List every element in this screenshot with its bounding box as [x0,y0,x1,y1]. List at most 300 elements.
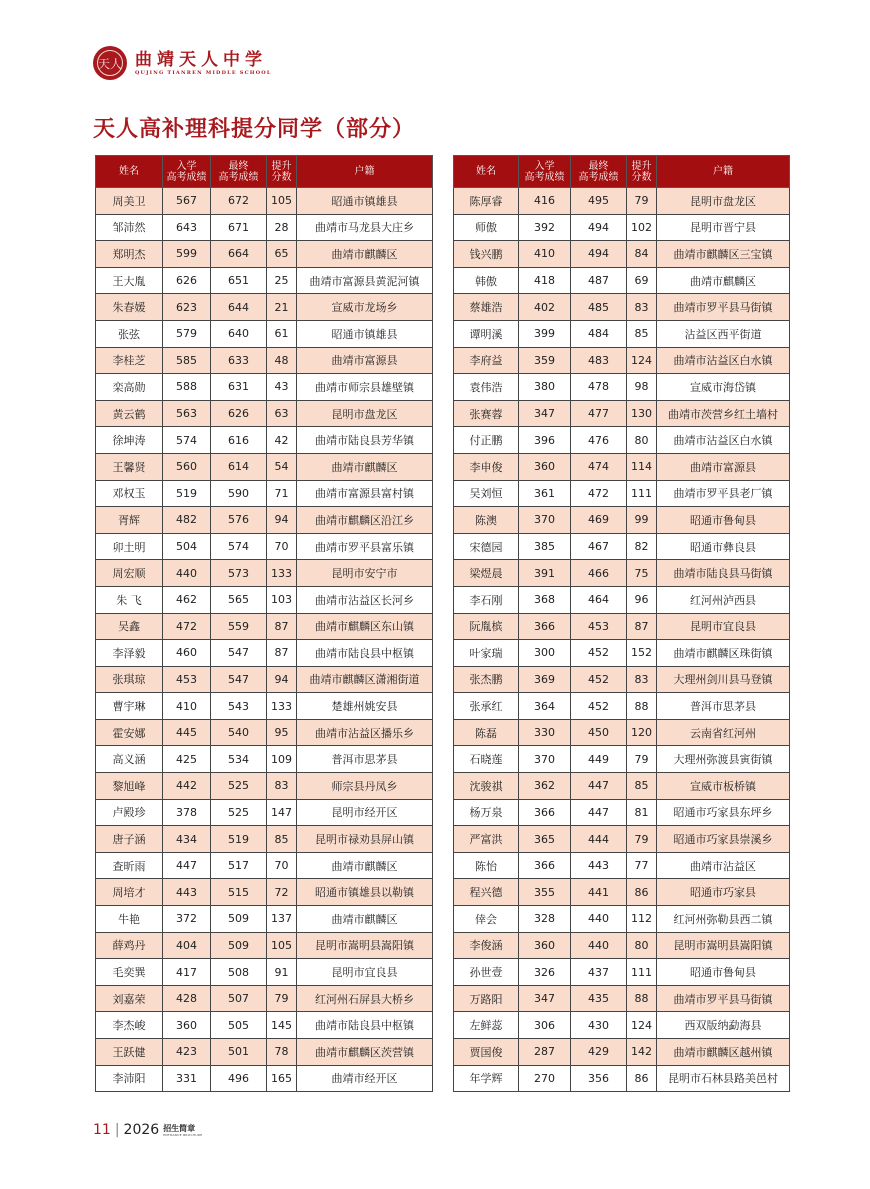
cell-improvement: 86 [627,1065,657,1092]
cell-name: 刘嘉荣 [96,985,163,1012]
cell-hometown: 曲靖市麒麟区越州镇 [657,1039,790,1066]
cell-improvement: 65 [267,241,297,268]
column-header-line: 高考成绩 [524,171,565,183]
cell-hometown: 曲靖市罗平县富乐镇 [297,533,433,560]
cell-improvement: 75 [627,560,657,587]
cell-name: 唐子涵 [96,826,163,853]
cell-entry-score: 462 [163,586,211,613]
table-row [96,188,433,215]
column-header-entry-score [163,156,211,188]
cell-entry-score: 370 [519,746,571,773]
cell-final-score: 672 [211,188,267,215]
table-row [454,826,790,853]
cell-improvement: 61 [267,320,297,347]
table-header-row [454,156,790,188]
cell-name: 万路阳 [454,985,519,1012]
cell-improvement: 84 [627,241,657,268]
page-title: 天人高补理科提分同学（部分） [93,117,416,142]
cell-name: 李石刚 [454,586,519,613]
cell-hometown: 曲靖市麒麟区珠街镇 [657,640,790,667]
cell-entry-score: 385 [519,533,571,560]
cell-final-score: 590 [211,480,267,507]
cell-entry-score: 519 [163,480,211,507]
cell-entry-score: 361 [519,480,571,507]
cell-hometown: 曲靖市麒麟区茨营镇 [297,1039,433,1066]
table-row [454,666,790,693]
cell-final-score: 543 [211,693,267,720]
cell-final-score: 447 [571,773,627,800]
page-footer [93,1122,203,1138]
cell-final-score: 547 [211,640,267,667]
table-row [96,453,433,480]
cell-name: 郑明杰 [96,241,163,268]
cell-hometown: 宣威市板桥镇 [657,773,790,800]
cell-final-score: 440 [571,906,627,933]
cell-final-score: 633 [211,347,267,374]
cell-final-score: 441 [571,879,627,906]
cell-improvement: 83 [267,773,297,800]
cell-entry-score: 366 [519,613,571,640]
cell-final-score: 651 [211,267,267,294]
table-row [454,852,790,879]
cell-final-score: 565 [211,586,267,613]
cell-hometown: 曲靖市师宗县雄壁镇 [297,374,433,401]
cell-improvement: 95 [267,719,297,746]
cell-final-score: 494 [571,241,627,268]
cell-hometown: 曲靖市罗平县老厂镇 [657,480,790,507]
cell-final-score: 540 [211,719,267,746]
cell-entry-score: 643 [163,214,211,241]
table-row [454,533,790,560]
cell-final-score: 464 [571,586,627,613]
cell-final-score: 507 [211,985,267,1012]
cell-entry-score: 366 [519,799,571,826]
cell-entry-score: 472 [163,613,211,640]
cell-hometown: 曲靖市富源县 [297,347,433,374]
cell-improvement: 142 [627,1039,657,1066]
cell-improvement: 43 [267,374,297,401]
table-row [96,586,433,613]
cell-name: 牛艳 [96,906,163,933]
cell-name: 张琪琼 [96,666,163,693]
cell-entry-score: 287 [519,1039,571,1066]
cell-hometown: 昆明市嵩明县嵩阳镇 [297,932,433,959]
cell-entry-score: 360 [519,453,571,480]
cell-hometown: 昆明市禄劝县屏山镇 [297,826,433,853]
cell-final-score: 472 [571,480,627,507]
column-header-line: 高考成绩 [166,171,207,183]
cell-hometown: 宣威市海岱镇 [657,374,790,401]
cell-hometown: 红河州石屏县大桥乡 [297,985,433,1012]
cell-improvement: 86 [627,879,657,906]
cell-entry-score: 447 [163,852,211,879]
cell-name: 卯土明 [96,533,163,560]
cell-name: 张弦 [96,320,163,347]
cell-hometown: 昆明市经开区 [297,799,433,826]
table-row [454,241,790,268]
cell-hometown: 曲靖市沾益区长河乡 [297,586,433,613]
cell-name: 石晓莲 [454,746,519,773]
cell-entry-score: 574 [163,427,211,454]
table-row [96,932,433,959]
cell-name: 徐坤涛 [96,427,163,454]
table-row [96,294,433,321]
table-row [96,719,433,746]
cell-improvement: 147 [267,799,297,826]
table-row [96,1012,433,1039]
column-header-line: 提升 [271,160,292,172]
cell-final-score: 437 [571,959,627,986]
table-row [454,400,790,427]
footer-year: 2026 [123,1122,160,1138]
cell-improvement: 145 [267,1012,297,1039]
cell-final-score: 644 [211,294,267,321]
cell-entry-score: 399 [519,320,571,347]
cell-entry-score: 270 [519,1065,571,1092]
cell-entry-score: 567 [163,188,211,215]
cell-entry-score: 300 [519,640,571,667]
cell-name: 栾高勋 [96,374,163,401]
cell-name: 袁伟浩 [454,374,519,401]
cell-entry-score: 366 [519,852,571,879]
cell-improvement: 112 [627,906,657,933]
column-header-line: 最终 [588,160,609,172]
cell-improvement: 103 [267,586,297,613]
cell-hometown: 昭通市镇雄县以勒镇 [297,879,433,906]
cell-final-score: 494 [571,214,627,241]
cell-entry-score: 326 [519,959,571,986]
table-row [454,188,790,215]
cell-name: 王跃健 [96,1039,163,1066]
cell-improvement: 130 [627,400,657,427]
cell-improvement: 54 [267,453,297,480]
cell-name: 宋德园 [454,533,519,560]
column-header-line: 姓名 [119,166,139,177]
cell-final-score: 525 [211,799,267,826]
cell-hometown: 曲靖市麒麟区潇湘街道 [297,666,433,693]
table-row [96,799,433,826]
footer-separator: | [114,1122,120,1138]
table-row [96,241,433,268]
table-row [454,1012,790,1039]
cell-final-score: 447 [571,799,627,826]
cell-improvement: 48 [267,347,297,374]
cell-hometown: 昆明市嵩明县嵩阳镇 [657,932,790,959]
cell-name: 钱兴鹏 [454,241,519,268]
table-row [96,427,433,454]
cell-hometown: 曲靖市富源县 [657,453,790,480]
cell-name: 李申俊 [454,453,519,480]
cell-improvement: 109 [267,746,297,773]
cell-name: 张杰鹏 [454,666,519,693]
cell-entry-score: 453 [163,666,211,693]
cell-improvement: 96 [627,586,657,613]
table-row [454,719,790,746]
cell-improvement: 94 [267,507,297,534]
cell-entry-score: 585 [163,347,211,374]
cell-hometown: 曲靖市麒麟区 [657,267,790,294]
table-row [454,1065,790,1092]
table-row [454,693,790,720]
cell-final-score: 430 [571,1012,627,1039]
table-row [454,906,790,933]
table-row [454,586,790,613]
cell-final-score: 474 [571,453,627,480]
cell-improvement: 85 [627,773,657,800]
cell-entry-score: 626 [163,267,211,294]
cell-entry-score: 368 [519,586,571,613]
cell-hometown: 曲靖市陆良县马街镇 [657,560,790,587]
cell-hometown: 昭通市彝良县 [657,533,790,560]
cell-entry-score: 306 [519,1012,571,1039]
cell-entry-score: 416 [519,188,571,215]
cell-entry-score: 378 [163,799,211,826]
cell-improvement: 133 [267,693,297,720]
table-row [96,666,433,693]
cell-improvement: 88 [627,693,657,720]
cell-final-score: 466 [571,560,627,587]
cell-name: 周宏顺 [96,560,163,587]
school-name-cn: 曲靖天人中学 [135,50,267,70]
cell-entry-score: 434 [163,826,211,853]
column-header-line: 户籍 [354,166,375,177]
cell-hometown: 昆明市盘龙区 [297,400,433,427]
cell-hometown: 曲靖市陆良县中枢镇 [297,640,433,667]
cell-name: 张赛蓉 [454,400,519,427]
cell-final-score: 495 [571,188,627,215]
column-header-line: 分数 [271,171,292,183]
cell-improvement: 124 [627,1012,657,1039]
table-row [454,799,790,826]
cell-name: 李泽毅 [96,640,163,667]
cell-final-score: 485 [571,294,627,321]
cell-final-score: 517 [211,852,267,879]
cell-improvement: 72 [267,879,297,906]
cell-final-score: 616 [211,427,267,454]
cell-hometown: 曲靖市沾益区白水镇 [657,347,790,374]
cell-improvement: 85 [267,826,297,853]
cell-entry-score: 330 [519,719,571,746]
cell-hometown: 曲靖市富源县黄泥河镇 [297,267,433,294]
cell-final-score: 664 [211,241,267,268]
cell-final-score: 573 [211,560,267,587]
cell-final-score: 483 [571,347,627,374]
cell-entry-score: 331 [163,1065,211,1092]
cell-improvement: 42 [267,427,297,454]
cell-final-score: 450 [571,719,627,746]
cell-final-score: 476 [571,427,627,454]
cell-hometown: 楚雄州姚安县 [297,693,433,720]
cell-name: 吴刘恒 [454,480,519,507]
cell-improvement: 80 [627,427,657,454]
cell-improvement: 111 [627,480,657,507]
cell-improvement: 120 [627,719,657,746]
cell-final-score: 626 [211,400,267,427]
table-row [96,826,433,853]
table-row [96,374,433,401]
cell-hometown: 曲靖市沾益区播乐乡 [297,719,433,746]
cell-final-score: 671 [211,214,267,241]
column-header-improvement [267,156,297,188]
cell-entry-score: 372 [163,906,211,933]
table-row [96,320,433,347]
cell-entry-score: 365 [519,826,571,853]
cell-entry-score: 425 [163,746,211,773]
table-row [454,480,790,507]
cell-hometown: 昭通市巧家县崇溪乡 [657,826,790,853]
column-header-line: 高考成绩 [218,171,259,183]
column-header-hometown [657,156,790,188]
cell-name: 孙世壹 [454,959,519,986]
cell-hometown: 红河州弥勒县西二镇 [657,906,790,933]
cell-name: 李府益 [454,347,519,374]
cell-improvement: 79 [627,188,657,215]
column-header-name [96,156,163,188]
table-row [96,959,433,986]
cell-improvement: 137 [267,906,297,933]
cell-final-score: 452 [571,640,627,667]
cell-entry-score: 347 [519,400,571,427]
cell-name: 邓权玉 [96,480,163,507]
cell-entry-score: 599 [163,241,211,268]
column-header-entry-score [519,156,571,188]
cell-final-score: 501 [211,1039,267,1066]
table-row [454,879,790,906]
cell-hometown: 大理州剑川县马登镇 [657,666,790,693]
cell-entry-score: 404 [163,932,211,959]
cell-name: 黄云鹤 [96,400,163,427]
cell-entry-score: 504 [163,533,211,560]
cell-hometown: 曲靖市麒麟区 [297,241,433,268]
cell-name: 杨万泉 [454,799,519,826]
cell-entry-score: 482 [163,507,211,534]
cell-name: 左鲜蕊 [454,1012,519,1039]
cell-entry-score: 360 [519,932,571,959]
cell-improvement: 28 [267,214,297,241]
cell-hometown: 昭通市镇雄县 [297,188,433,215]
column-header-line: 姓名 [476,166,496,177]
cell-name: 卢殿珍 [96,799,163,826]
cell-final-score: 452 [571,666,627,693]
cell-improvement: 83 [627,294,657,321]
cell-name: 严富洪 [454,826,519,853]
cell-name: 韩傲 [454,267,519,294]
table-row [96,640,433,667]
cell-name: 高义涵 [96,746,163,773]
school-seal-icon [93,46,127,80]
cell-entry-score: 579 [163,320,211,347]
column-header-line: 最终 [228,160,249,172]
cell-hometown: 昭通市鲁甸县 [657,507,790,534]
column-header-improvement [627,156,657,188]
column-header-line: 入学 [176,160,197,172]
cell-entry-score: 370 [519,507,571,534]
cell-improvement: 83 [627,666,657,693]
cell-hometown: 普洱市思茅县 [297,746,433,773]
column-header-line: 分数 [631,171,652,183]
table-row [96,1039,433,1066]
cell-name: 梁煜晨 [454,560,519,587]
column-header-final-score [211,156,267,188]
cell-hometown: 昆明市盘龙区 [657,188,790,215]
table-header-row [96,156,433,188]
table-row [454,374,790,401]
cell-final-score: 469 [571,507,627,534]
score-table-left [95,155,433,1092]
cell-final-score: 525 [211,773,267,800]
table-body [96,188,433,1092]
cell-hometown: 沾益区西平街道 [657,320,790,347]
cell-final-score: 519 [211,826,267,853]
cell-improvement: 133 [267,560,297,587]
cell-hometown: 曲靖市麒麟区 [297,453,433,480]
cell-name: 倖会 [454,906,519,933]
cell-improvement: 78 [267,1039,297,1066]
cell-name: 王大胤 [96,267,163,294]
brochure-subtitle: ENTRANCE BROCHURE [163,1132,203,1137]
cell-final-score: 435 [571,985,627,1012]
cell-final-score: 631 [211,374,267,401]
cell-entry-score: 355 [519,879,571,906]
score-table-right [453,155,790,1092]
column-header-line: 提升 [631,160,652,172]
cell-hometown: 昆明市宜良县 [297,959,433,986]
cell-hometown: 曲靖市麒麟区 [297,852,433,879]
table-row [454,507,790,534]
table-row [454,959,790,986]
cell-entry-score: 563 [163,400,211,427]
cell-hometown: 昭通市鲁甸县 [657,959,790,986]
table-row [454,985,790,1012]
table-row [454,1039,790,1066]
cell-hometown: 曲靖市麒麟区三宝镇 [657,241,790,268]
cell-hometown: 昆明市安宁市 [297,560,433,587]
table-row [96,400,433,427]
table-row [454,640,790,667]
cell-improvement: 98 [627,374,657,401]
cell-final-score: 453 [571,613,627,640]
cell-final-score: 443 [571,852,627,879]
cell-hometown: 曲靖市沾益区 [657,852,790,879]
cell-entry-score: 440 [163,560,211,587]
column-header-name [454,156,519,188]
cell-improvement: 152 [627,640,657,667]
cell-improvement: 87 [267,613,297,640]
cell-improvement: 87 [267,640,297,667]
cell-name: 谭明溪 [454,320,519,347]
cell-name: 李俊涵 [454,932,519,959]
table-row [454,453,790,480]
cell-final-score: 429 [571,1039,627,1066]
cell-name: 李桂芝 [96,347,163,374]
table-row [96,613,433,640]
cell-improvement: 102 [627,214,657,241]
cell-improvement: 88 [627,985,657,1012]
cell-final-score: 440 [571,932,627,959]
cell-improvement: 87 [627,613,657,640]
cell-improvement: 105 [267,188,297,215]
page-number: 11 [93,1122,111,1138]
cell-name: 周培才 [96,879,163,906]
cell-entry-score: 392 [519,214,571,241]
cell-final-score: 449 [571,746,627,773]
seal-text: 天人 [97,57,122,71]
cell-entry-score: 396 [519,427,571,454]
cell-hometown: 昆明市石林县路美邑村 [657,1065,790,1092]
cell-hometown: 曲靖市麒麟区沿江乡 [297,507,433,534]
table-row [454,560,790,587]
cell-final-score: 515 [211,879,267,906]
